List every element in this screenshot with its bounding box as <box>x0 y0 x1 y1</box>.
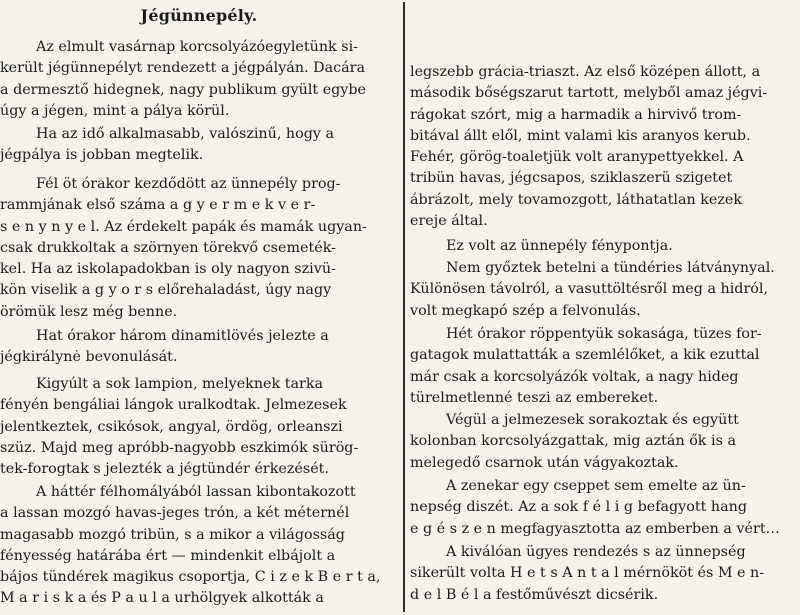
text-line: fényén bengáliai lángok uralkodtak. Jelmezesek <box>0 397 347 414</box>
text-line: fényesség határába ért — mindenkit elbájolt a <box>0 547 336 564</box>
text-line: M a r i s k a és P a u l a urhölgyek alkották a <box>0 590 324 607</box>
paragraph <box>410 410 800 474</box>
text-line: rágokat szórt, mig a harmadik a hirvivő trom- <box>410 106 742 123</box>
text-line: a dermesztő hidegnek, nagy publikum gyült egybe <box>0 81 367 98</box>
text-line: A háttér félhomályából lassan kibontakozott <box>36 484 356 500</box>
text-line: ábrázolt, mely tovamozgott, láthatatlan kezek <box>410 191 742 208</box>
paragraph <box>0 482 398 610</box>
text-line: Hat órakor három dinamitlövés jelezte a <box>36 328 329 344</box>
text-line: került jégünnepélyt rendezett a jégpályán. Dacára <box>0 60 365 77</box>
text-line: Végül a jelmezesek sorakoztak és együtt <box>446 412 739 428</box>
text-line: Ha az idő alkalmasabb, valószinű, hogy a <box>36 126 335 142</box>
text-line: Különösen távolról, a vasuttöltésről meg a hidról, <box>410 281 769 298</box>
text-line: szüz. Majd meg apróbb-nagyobb eszkimók sürög- <box>0 439 359 456</box>
text-line: a lassan mozgó havas-jeges trón, a két méternél <box>0 505 350 522</box>
paragraph <box>0 326 398 369</box>
text-line: bájos tündérek magikus csoportja, C i z e k B e r t a, <box>0 569 381 586</box>
text-line: s e n y n y e l. Az érdekelt papák és mamák ugyan- <box>0 218 367 235</box>
text-line: ereje által. <box>410 213 488 230</box>
text-line: már csak a korcsolyázók voltak, a nagy hideg <box>410 368 739 385</box>
text-line: volt megkapó szép a felvonulás. <box>410 302 641 319</box>
paragraph <box>410 236 800 257</box>
text-line: Nem győztek betelni a tündéries látványnyal. <box>446 260 775 276</box>
text-line: tek-forogtak s jelezték a jégtündér érkezését. <box>0 461 329 478</box>
paragraph <box>0 124 398 167</box>
text-line: kel. Ha az iskolapadokban is oly nagyon szivü- <box>0 261 336 278</box>
text-line: jégpálya is jobban megtelik. <box>0 147 204 164</box>
paragraph <box>0 174 398 323</box>
text-line: második bőségszarut tartott, melyből amaz jégvi- <box>410 85 768 102</box>
paragraph <box>0 374 398 480</box>
text-line: melegedő csarnok után vágyakoztak. <box>410 454 679 471</box>
text-line: Ez volt az ünnepély fénypontja. <box>446 238 673 254</box>
paragraph <box>410 258 800 322</box>
text-line: rammjának első száma a g y e r m e k v e r- <box>0 197 316 214</box>
text-line: e g é s z e n megfagyasztotta az emberben a vért… <box>410 520 780 537</box>
text-line: úgy a jégen, mint a pálya körül. <box>0 102 230 119</box>
text-line: kön viselik a g y o r s előrehaladást, úgy nagy <box>0 282 332 299</box>
text-line: tribün havas, jégcsapos, sziklaszerü szigetet <box>410 170 733 187</box>
text-line: Fehér, görög-toaletjük volt aranypettyekkel. A <box>410 149 744 166</box>
text-line: gatagok mulattatták a szemlélőket, a kik ezuttal <box>410 347 760 364</box>
text-line: Kigyúlt a sok lampion, melyeknek tarka <box>36 376 324 392</box>
text-line: magasabb mozgó tribün, s a mikor a világosság <box>0 526 345 543</box>
text-line: nepség diszét. Az a sok f é l i g befagyott hang <box>410 499 747 516</box>
text-line: jégkirálynė bevonulását. <box>0 349 178 366</box>
text-line: örömük lesz még benne. <box>0 303 178 320</box>
text-line: legszebb grácia-triaszt. Az első középen állott, a <box>410 64 761 80</box>
text-line: A zenekar egy cseppet sem emelte az ün- <box>446 478 746 494</box>
text-line: Az elmult vasárnap korcsolyázóegyletünk si- <box>36 39 358 55</box>
text-line: kolonban korcsolyázgattak, mig aztán ők is a <box>410 433 736 450</box>
text-line: jelentkeztek, csikósok, angyal, ördög, orleanszi <box>0 418 343 435</box>
text-line: csak drukkoltak a szörnyen törekvő csemeték- <box>0 239 336 256</box>
text-line: sikerült volta H e t s A n t a l mérnököt és M e n- <box>410 565 765 582</box>
text-line: Hét órakor röppentyük sokasága, tüzes for- <box>446 326 762 342</box>
text-line: Fél öt órakor kezdődött az ünnepély prog- <box>36 176 341 192</box>
paragraph <box>410 324 800 409</box>
text-line: türelmetlenné teszi az embereket. <box>410 389 659 406</box>
paragraph <box>410 62 800 232</box>
article-title: Jégünnepély. <box>140 6 258 25</box>
text-line: d e l B é l a festőművészt dicsérik. <box>410 586 659 603</box>
paragraph <box>410 542 800 606</box>
text-line: A kiválóan ügyes rendezés s az ünnepség <box>446 544 746 560</box>
text-line: bitával állt elől, mint valami kis aranyos kerub. <box>410 127 751 144</box>
paragraph <box>410 476 800 540</box>
paragraph <box>0 37 398 122</box>
column-divider <box>403 2 405 612</box>
